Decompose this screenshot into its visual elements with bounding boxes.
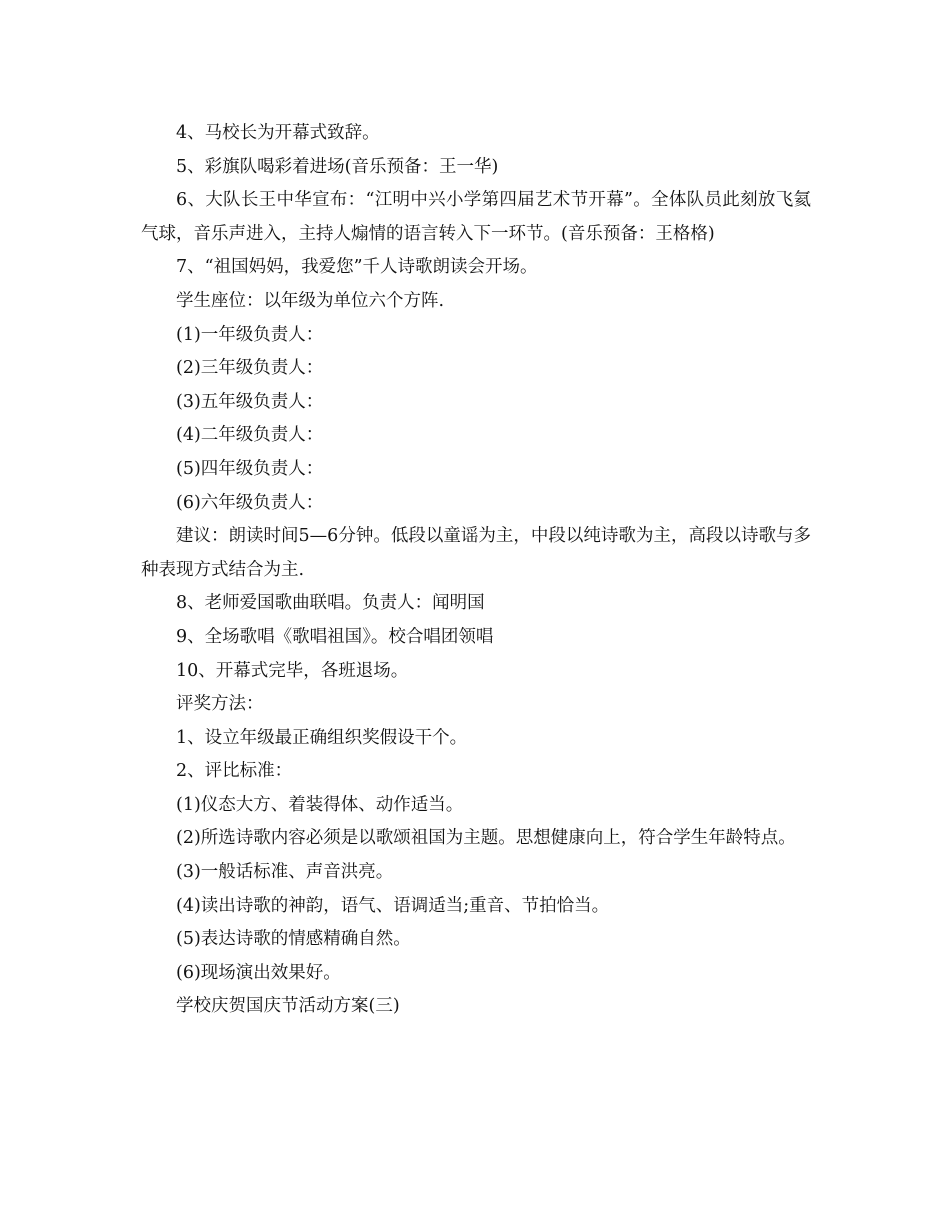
paragraph: 6、大队长王中华宣布：“江明中兴小学第四届艺术节开幕”。全体队员此刻放飞氦气球，音乐声进入，主持人煽情的语言转入下一环节。(音乐预备：王格格) [141, 190, 811, 244]
paragraph: 评奖方法： [176, 694, 264, 715]
paragraph: (3)一般话标准、声音洪亮。 [176, 862, 394, 883]
paragraph: 4、马校长为开幕式致辞。 [176, 123, 380, 143]
paragraph: (2)三年级负责人： [176, 358, 324, 379]
paragraph: (6)现场演出效果好。 [176, 962, 341, 983]
paragraph: (6)六年级负责人： [176, 492, 324, 513]
paragraph: (5)四年级负责人： [176, 458, 324, 479]
paragraph: 10、开幕式完毕，各班退场。 [176, 660, 409, 681]
paragraph: 学校庆贺国庆节活动方案(三) [176, 996, 400, 1017]
paragraph: (2)所选诗歌内容必须是以歌颂祖国为主题。思想健康向上，符合学生年龄特点。 [176, 828, 796, 849]
paragraph: 1、设立年级最正确组织奖假设干个。 [176, 727, 468, 748]
paragraph: (5)表达诗歌的情感精确自然。 [176, 929, 411, 950]
paragraph: (1)一年级负责人： [176, 324, 324, 345]
paragraph: (4)读出诗歌的神韵，语气、语调适当;重音、节拍恰当。 [176, 895, 610, 916]
paragraph: 2、评比标准： [176, 761, 293, 782]
paragraph: (3)五年级负责人： [176, 391, 324, 412]
paragraph: 建议：朗读时间5—6分钟。低段以童谣为主，中段以纯诗歌为主，高段以诗歌与多种表现方式结合为主. [141, 526, 811, 580]
paragraph: (1)仪态大方、着装得体、动作适当。 [176, 794, 464, 815]
paragraph: (4)二年级负责人： [176, 425, 324, 446]
document-body [141, 117, 811, 1024]
paragraph: 8、老师爱国歌曲联唱。负责人：闻明国 [176, 593, 485, 614]
paragraph: 7、“祖国妈妈，我爱您”千人诗歌朗读会开场。 [176, 257, 538, 278]
paragraph: 学生座位：以年级为单位六个方阵. [176, 290, 445, 311]
paragraph: 9、全场歌唱《歌唱祖国》。校合唱团领唱 [176, 626, 494, 647]
paragraph: 5、彩旗队喝彩着进场(音乐预备：王一华) [176, 156, 499, 177]
